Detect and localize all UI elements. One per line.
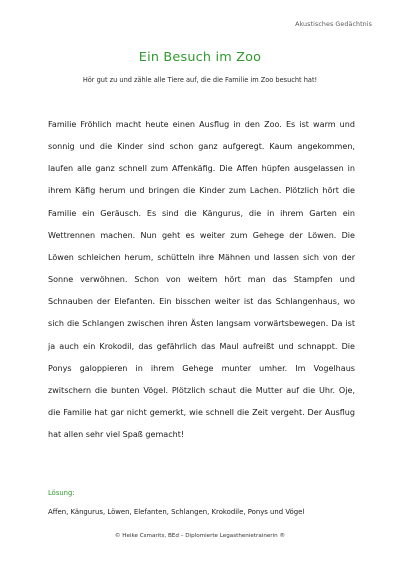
solution-label: Lösung: (48, 489, 75, 497)
footer-copyright: © Heike Csmarits, BEd – Diplomierte Legasthenietrainerin ® (114, 533, 286, 539)
page-title: Ein Besuch im Zoo (138, 50, 262, 65)
header-label: Akustisches Gedächtnis (295, 21, 372, 28)
solution-text: Affen, Kängurus, Löwen, Elefanten, Schlangen, Krokodile, Ponys und Vögel (48, 508, 305, 516)
story-text: Familie Fröhlich macht heute einen Ausflug in den Zoo. Es ist warm und sonnig und die Kinder sind schon ganz aufgeregt. Kaum angekommen, laufen alle ganz schnell zum Affenkäfig. Die Affen hüpfen ausgelassen in ihrem Käfig herum und bringen die Kinder zum Lachen. Plötzlich hört die Familie ein Geräusch. Es sind die Kängurus, die in ihrem Garten ein Wettrennen machen. Nun geht es weiter zum Gehege der Löwen. Die Löwen schleichen herum, schütteln ihre Mähnen und lassen sich von der Sonne verwöhnen. Schon von weitem hört man das Stampfen und Schnauben der Elefanten. Ein bisschen weiter ist das Schlangenhaus, wo sich die Schlangen zwischen ihren Ästen langsam vorwärtsbewegen. Da ist ja auch ein Krokodil, das gefährlich das Maul aufreißt und schnappt. Die Ponys galoppieren in ihrem Gehege munter umher. Im Vogelhaus zwitschern die bunten Vögel. Plötzlich schaut die Mutter auf die Uhr. Oje, die Familie hat gar nicht gemerkt, wie schnell die Zeit vergeht. Der Ausflug hat allen sehr viel Spaß gemacht! (48, 120, 355, 440)
instruction-subtitle: Hör gut zu und zähle alle Tiere auf, die die Familie im Zoo besucht hat! (82, 76, 318, 84)
